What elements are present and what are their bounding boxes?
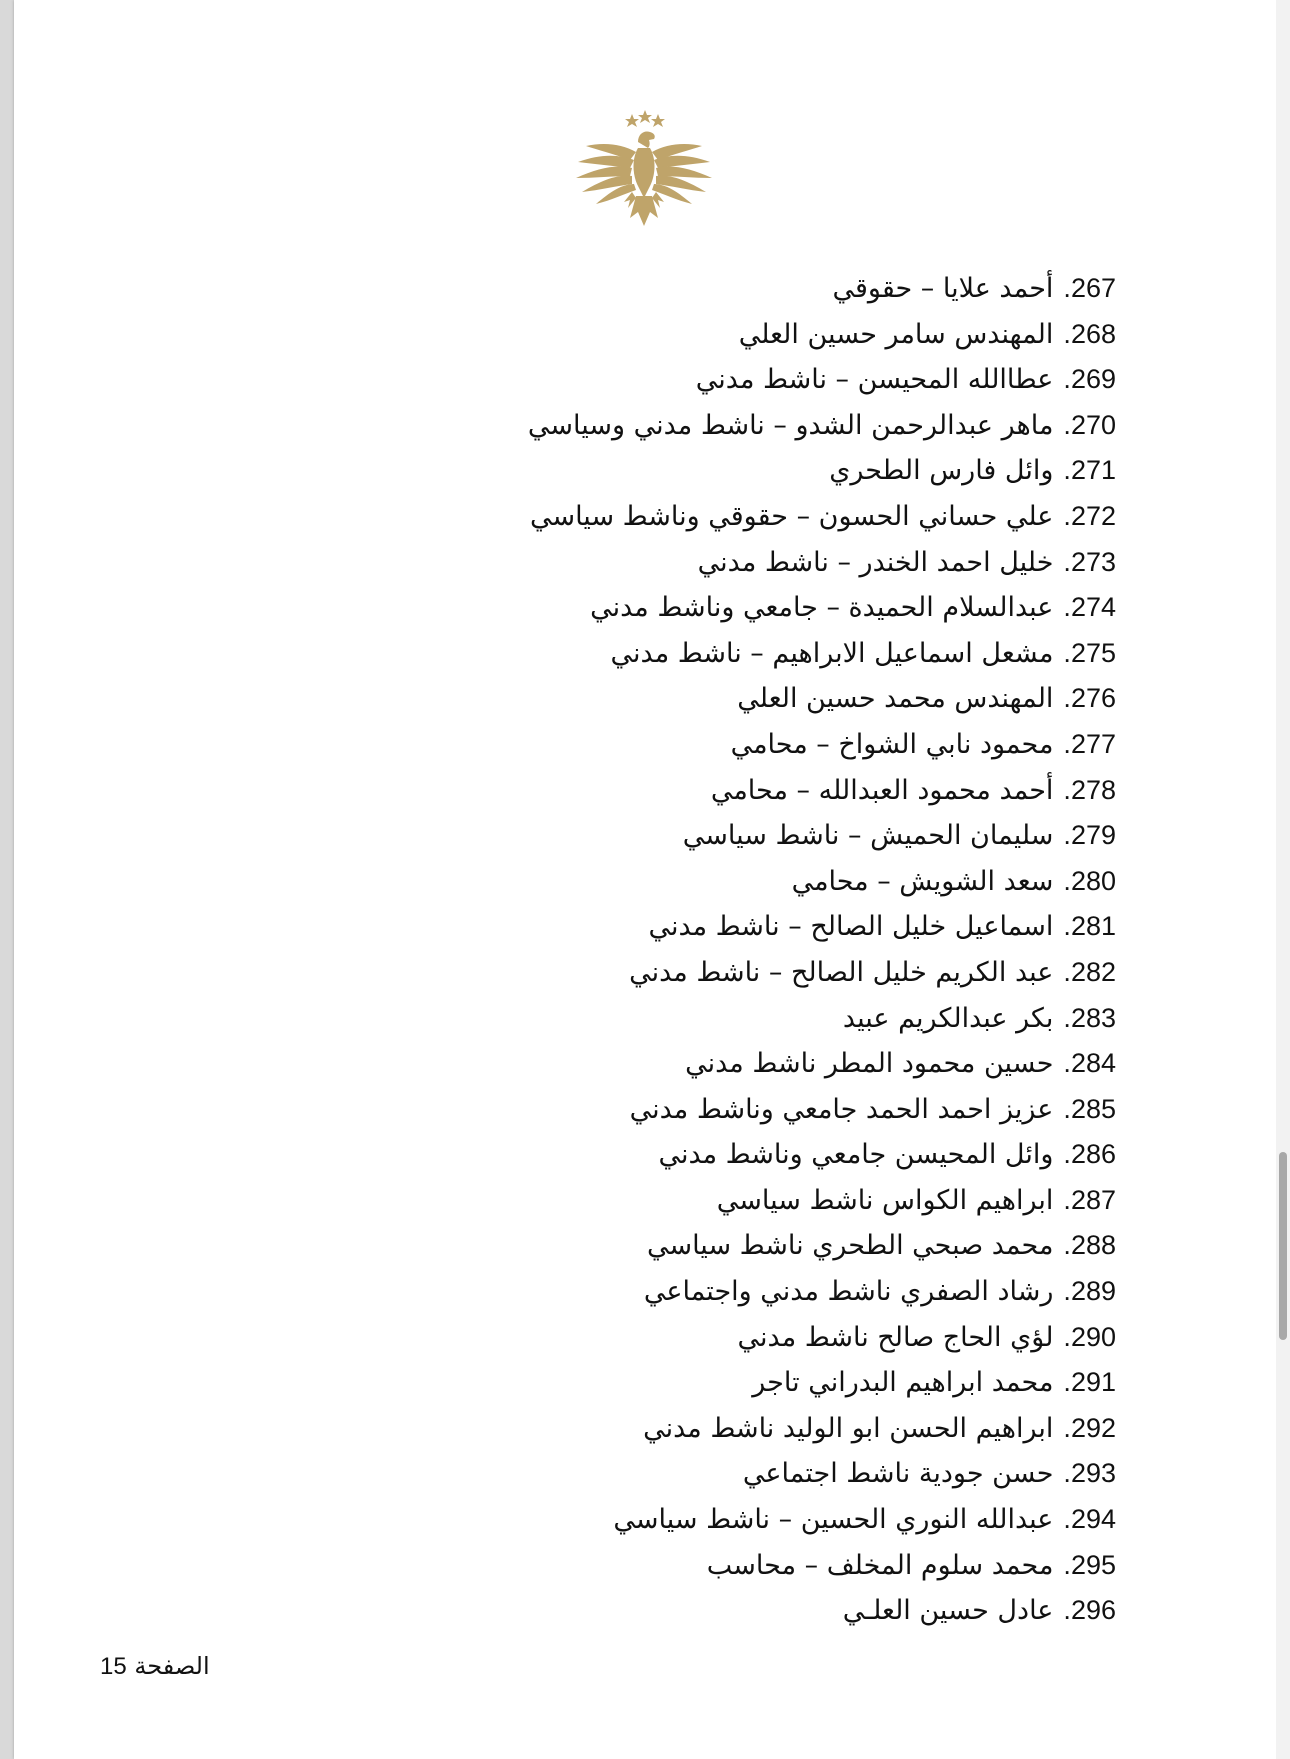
item-text: محمد صبحي الطحري ناشط سياسي bbox=[646, 1230, 1054, 1262]
page-footer bbox=[100, 1652, 210, 1681]
item-text: حسين محمود المطر ناشط مدني bbox=[685, 1048, 1054, 1080]
list-item bbox=[528, 904, 1116, 950]
item-text: محمود نابي الشواخ – محامي bbox=[730, 728, 1054, 760]
item-text: سليمان الحميش – ناشط سياسي bbox=[682, 820, 1054, 852]
item-number: 271. bbox=[1063, 455, 1116, 486]
item-number: 292. bbox=[1063, 1412, 1116, 1443]
item-text: ابراهيم الكواس ناشط سياسي bbox=[716, 1184, 1054, 1216]
item-text: عبدالسلام الحميدة – جامعي وناشط مدني bbox=[590, 592, 1054, 624]
item-number: 295. bbox=[1063, 1549, 1116, 1580]
item-text: وائل فارس الطحري bbox=[829, 455, 1054, 487]
item-text: محمد سلوم المخلف – محاسب bbox=[706, 1549, 1054, 1581]
item-text: عبد الكريم خليل الصالح – ناشط مدني bbox=[629, 956, 1054, 988]
list-item bbox=[528, 312, 1116, 358]
list-item bbox=[528, 1087, 1116, 1133]
item-number: 287. bbox=[1063, 1184, 1116, 1215]
item-number: 294. bbox=[1063, 1504, 1116, 1535]
list-item bbox=[528, 676, 1116, 722]
item-text: سعد الشويش – محامي bbox=[791, 865, 1054, 897]
item-text: أحمد علايا – حقوقي bbox=[832, 273, 1054, 304]
item-text: المهندس محمد حسين العلي bbox=[737, 683, 1054, 715]
list-item bbox=[528, 357, 1116, 403]
item-text: علي حساني الحسون – حقوقي وناشط سياسي bbox=[529, 500, 1054, 532]
item-number: 269. bbox=[1063, 364, 1116, 395]
list-item bbox=[528, 266, 1116, 312]
list-item bbox=[528, 1223, 1116, 1269]
list-item bbox=[528, 540, 1116, 586]
list-item bbox=[528, 722, 1116, 768]
golden-eagle-emblem-icon bbox=[570, 108, 740, 232]
page-label: الصفحة bbox=[134, 1652, 210, 1680]
item-number: 293. bbox=[1063, 1458, 1116, 1489]
item-number: 278. bbox=[1063, 774, 1116, 805]
item-number: 282. bbox=[1063, 956, 1116, 987]
item-number: 281. bbox=[1063, 911, 1116, 942]
item-number: 272. bbox=[1063, 500, 1116, 531]
item-text: ماهر عبدالرحمن الشدو – ناشط مدني وسياسي bbox=[527, 409, 1054, 441]
item-text: مشعل اسماعيل الابراهيم – ناشط مدني bbox=[610, 637, 1054, 669]
item-text: رشاد الصفري ناشط مدني واجتماعي bbox=[643, 1276, 1054, 1308]
list-item bbox=[528, 950, 1116, 996]
item-number: 280. bbox=[1063, 865, 1116, 896]
list-item bbox=[528, 996, 1116, 1042]
item-text: أحمد محمود العبدالله – محامي bbox=[710, 774, 1054, 806]
list-item bbox=[528, 1041, 1116, 1087]
item-text: ابراهيم الحسن ابو الوليد ناشط مدني bbox=[643, 1412, 1054, 1444]
item-number: 279. bbox=[1063, 820, 1116, 851]
item-text: محمد ابراهيم البدراني تاجر bbox=[752, 1367, 1054, 1399]
item-number: 284. bbox=[1063, 1048, 1116, 1079]
item-number: 277. bbox=[1063, 728, 1116, 759]
item-text: عادل حسين العلـي bbox=[842, 1595, 1054, 1627]
scrollbar-track[interactable] bbox=[1276, 0, 1290, 1759]
list-item bbox=[528, 1451, 1116, 1497]
list-item bbox=[528, 1315, 1116, 1361]
star-icon bbox=[638, 110, 652, 123]
list-item bbox=[528, 1269, 1116, 1315]
item-number: 291. bbox=[1063, 1367, 1116, 1398]
item-number: 276. bbox=[1063, 683, 1116, 714]
list-item bbox=[528, 1497, 1116, 1543]
list-item bbox=[528, 1360, 1116, 1406]
scrollbar-thumb[interactable] bbox=[1279, 1152, 1287, 1340]
item-number: 288. bbox=[1063, 1230, 1116, 1261]
item-text: اسماعيل خليل الصالح – ناشط مدني bbox=[648, 911, 1054, 943]
list-item bbox=[528, 494, 1116, 540]
page-number: 15 bbox=[100, 1653, 127, 1680]
item-text: عبدالله النوري الحسين – ناشط سياسي bbox=[613, 1504, 1054, 1536]
item-text: خليل احمد الخندر – ناشط مدني bbox=[697, 546, 1054, 578]
item-number: 268. bbox=[1063, 318, 1116, 349]
list-item bbox=[528, 448, 1116, 494]
list-item bbox=[528, 403, 1116, 449]
item-number: 273. bbox=[1063, 546, 1116, 577]
list-item bbox=[528, 631, 1116, 677]
item-text: بكر عبدالكريم عبيد bbox=[842, 1002, 1054, 1034]
item-number: 296. bbox=[1063, 1595, 1116, 1626]
list-item bbox=[528, 585, 1116, 631]
item-number: 283. bbox=[1063, 1002, 1116, 1033]
list-item bbox=[528, 1406, 1116, 1452]
list-item bbox=[528, 1588, 1116, 1634]
item-number: 290. bbox=[1063, 1321, 1116, 1352]
item-number: 285. bbox=[1063, 1093, 1116, 1124]
list-item bbox=[528, 1132, 1116, 1178]
list-item bbox=[528, 1178, 1116, 1224]
item-text: وائل المحيسن جامعي وناشط مدني bbox=[658, 1139, 1054, 1171]
name-list bbox=[528, 266, 1116, 1634]
document-page bbox=[14, 0, 1278, 1759]
item-text: لؤي الحاج صالح ناشط مدني bbox=[737, 1321, 1054, 1353]
item-number: 267. bbox=[1063, 273, 1116, 303]
star-icon bbox=[651, 114, 665, 127]
list-item bbox=[528, 768, 1116, 814]
item-text: عزيز احمد الحمد جامعي وناشط مدني bbox=[629, 1093, 1054, 1125]
star-icon bbox=[625, 114, 639, 127]
item-text: حسن جودية ناشط اجتماعي bbox=[742, 1458, 1054, 1490]
item-number: 274. bbox=[1063, 592, 1116, 623]
list-item bbox=[528, 813, 1116, 859]
item-number: 275. bbox=[1063, 637, 1116, 668]
item-number: 270. bbox=[1063, 409, 1116, 440]
item-text: عطاالله المحيسن – ناشط مدني bbox=[695, 364, 1054, 396]
item-number: 289. bbox=[1063, 1276, 1116, 1307]
item-text: المهندس سامر حسين العلي bbox=[738, 318, 1054, 350]
list-item bbox=[528, 1543, 1116, 1589]
item-number: 286. bbox=[1063, 1139, 1116, 1170]
list-item bbox=[528, 859, 1116, 905]
